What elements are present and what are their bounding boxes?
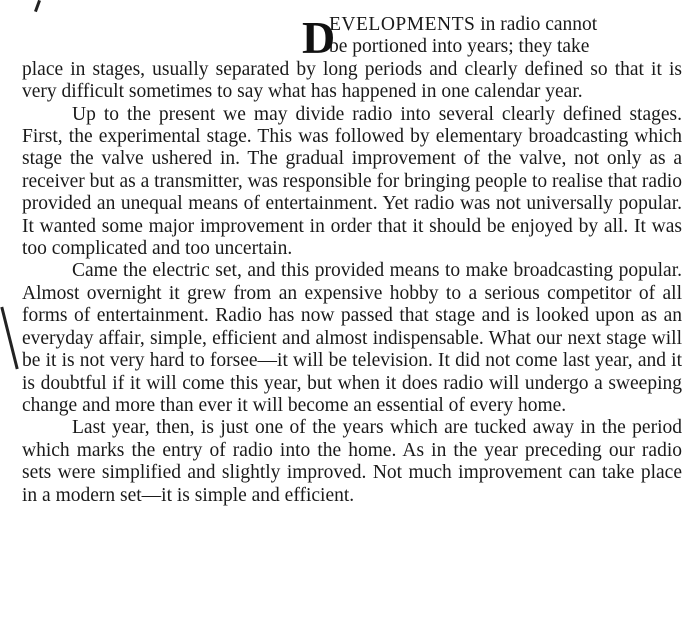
paragraph-1-head [22,12,682,63]
lead-word: EVELOPMENTS [329,14,476,35]
article-page [22,14,682,507]
ink-mark-margin [0,307,18,370]
paragraph-1-body: place in stages, usually separated by long periods and clearly defined so that it is very difficult sometimes to say what has happened in one calendar year. [22,58,682,103]
paragraph-3: Came the electric set, and this provided means to make broadcasting popular. Almost overnight it grew from an expensive hobby to a serious competitor of all forms of entertainment. Radio has now passed that stage and is looked upon as an everyday affair, simple, efficient and almost indispensable. What our next stage will be it is not very hard to forsee—it will be television. It did not come last year, and it is doubtful if it will come this year, but when it does radio will undergo a sweeping change and more than ever it will become an essential of every home. [22,260,682,416]
paragraph-1-line-1: in radio cannot [475,14,598,35]
paragraph-1 [22,14,682,104]
drop-cap: D [302,12,336,63]
paragraph-4: Last year, then, is just one of the years which are tucked away in the period which marks the entry of radio into the home. As in the year preceding our radio sets were simplified and slightly improved. Not much improvement can take place in a modern set—it is simple and efficient. [22,417,682,506]
paragraph-2: Up to the present we may divide radio into several clearly defined stages. First, the experimental stage. This was followed by elementary broadcasting which stage the valve ushered in. The gradual improvement of the valve, not only as a receiver but as a transmitter, was responsible for bringing people to realise that radio provided an unequal means of entertainment. Yet radio was not universally popular. It wanted some major improvement in order that it should be enjoyed by all. It was too complicated and too uncertain. [22,103,682,260]
ink-mark-top [34,0,41,12]
paragraph-1-line-2: be portioned into years; they take [329,36,590,58]
